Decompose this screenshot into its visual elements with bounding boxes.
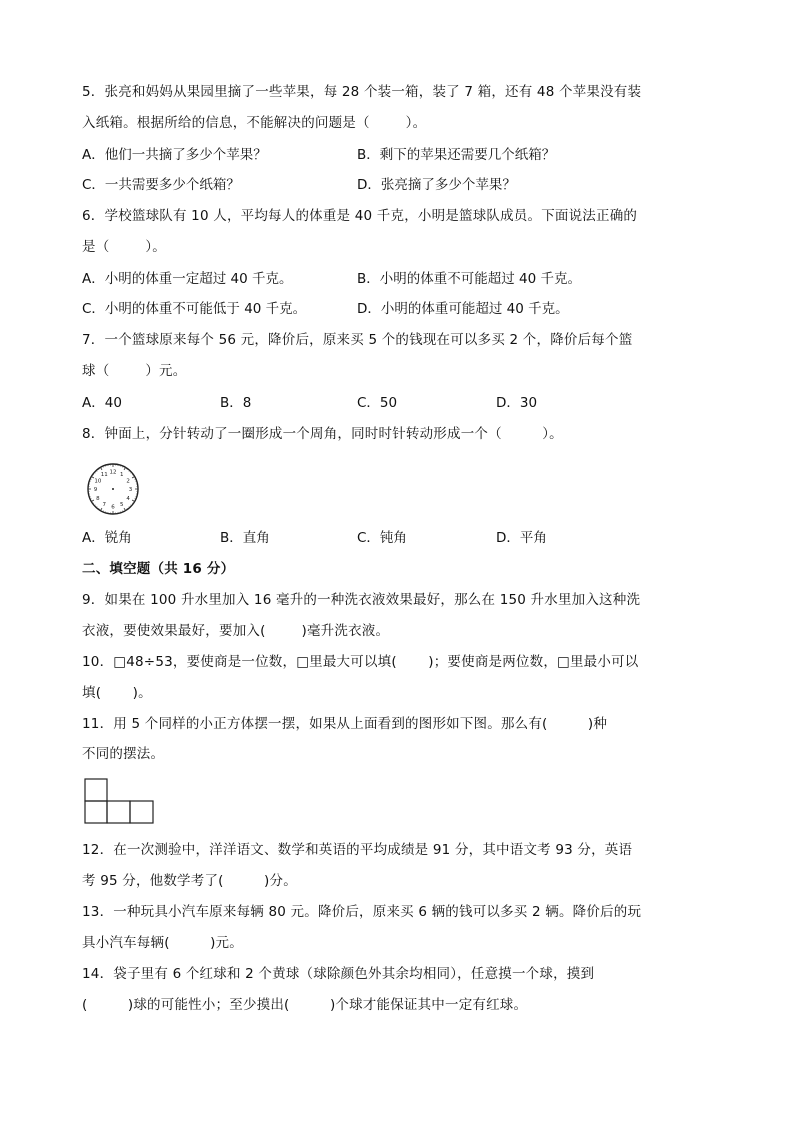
q6-option-d: D．小明的体重可能超过 40 千克。: [357, 301, 569, 317]
q8-option-b: B．直角: [220, 530, 270, 546]
q6-text-line1: 6．学校篮球队有 10 人，平均每人的体重是 40 千克，小明是篮球队成员。下面说法正确的: [82, 208, 638, 224]
clock-tick: [124, 467, 126, 470]
clock-number: 4: [126, 495, 130, 502]
q8-option-a: A．锐角: [82, 530, 132, 546]
square-top-left: [85, 779, 107, 801]
clock-number: 2: [126, 478, 130, 485]
q5-option-a: A．他们一共摘了多少个苹果？: [82, 147, 267, 163]
clock-number: 8: [96, 495, 100, 502]
clock-number: 9: [93, 487, 98, 493]
q14-text-line2: ( )球的可能性小；至少摸出( )个球才能保证其中一定有红球。: [82, 997, 528, 1013]
clock-number: 12: [109, 469, 117, 476]
q6-text-line2: 是（ ）。: [82, 239, 166, 255]
q13-text-line1: 13．一种玩具小汽车原来每辆 80 元。降价后，原来买 6 辆的钱可以多买 2 辆。降价后的玩: [82, 904, 642, 920]
clock-face-figure: [86, 462, 140, 516]
q6-option-c: C．小明的体重不可能低于 40 千克。: [82, 301, 307, 317]
q7-text-line2: 球（ ）元。: [82, 363, 187, 379]
section-heading-fill-in: 二、填空题（共 16 分）: [82, 561, 235, 577]
q7-option-b: B．8: [220, 395, 252, 411]
q7-option-a: A．40: [82, 395, 122, 411]
q5-option-b: B．剩下的苹果还需要几个纸箱？: [357, 147, 556, 163]
q5-option-d: D．张亮摘了多少个苹果？: [357, 177, 516, 193]
clock-tick: [132, 477, 135, 479]
clock-number: 11: [100, 471, 108, 478]
q10-text-line2: 填( )。: [82, 685, 152, 701]
clock-number: 10: [94, 478, 102, 485]
square-bottom-1: [85, 801, 107, 823]
q5-option-c: C．一共需要多少个纸箱？: [82, 177, 240, 193]
q7-option-c: C．50: [357, 395, 398, 411]
q9-text-line2: 衣液，要使效果最好，要加入( )毫升洗衣液。: [82, 623, 390, 639]
clock-number: 3: [128, 487, 133, 493]
q12-text-line2: 考 95 分，他数学考了( )分。: [82, 873, 297, 889]
q5-text-line2: 入纸箱。根据所给的信息，不能解决的问题是（ ）。: [82, 115, 427, 131]
top-view-squares-figure: [84, 778, 156, 826]
q5-text-line1: 5．张亮和妈妈从果园里摘了一些苹果，每 28 个装一箱，装了 7 箱，还有 48 个苹果没有装: [82, 84, 642, 100]
clock-tick: [101, 508, 103, 511]
q11-text-line2: 不同的摆法。: [82, 746, 165, 762]
q8-option-c: C．钝角: [357, 530, 407, 546]
q13-text-line2: 具小汽车每辆( )元。: [82, 935, 243, 951]
q8-text-line1: 8．钟面上，分针转动了一圈形成一个周角，同时时针转动形成一个（ ）。: [82, 426, 563, 442]
clock-number: 1: [120, 471, 124, 478]
square-bottom-2: [107, 801, 130, 823]
square-bottom-3: [130, 801, 153, 823]
q8-option-d: D．平角: [496, 530, 547, 546]
clock-number: 6: [111, 504, 115, 511]
clock-tick: [91, 500, 94, 502]
clock-tick: [132, 500, 135, 502]
q6-option-b: B．小明的体重不可能超过 40 千克。: [357, 271, 582, 287]
clock-number: 5: [120, 502, 124, 509]
q12-text-line1: 12．在一次测验中，洋洋语文、数学和英语的平均成绩是 91 分，其中语文考 93 分，英语: [82, 842, 633, 858]
q9-text-line1: 9．如果在 100 升水里加入 16 毫升的一种洗衣液效果最好，那么在 150 升水里加入这种洗: [82, 592, 641, 608]
clock-number: 7: [102, 502, 106, 509]
clock-numbers: [94, 470, 133, 511]
clock-center: [112, 488, 114, 490]
q11-text-line1: 11．用 5 个同样的小正方体摆一摆，如果从上面看到的图形如下图。那么有( )种: [82, 716, 608, 732]
clock-tick: [101, 467, 103, 470]
clock-tick: [124, 508, 126, 511]
q6-option-a: A．小明的体重一定超过 40 千克。: [82, 271, 293, 287]
q7-option-d: D．30: [496, 395, 538, 411]
q14-text-line1: 14．袋子里有 6 个红球和 2 个黄球（球除颜色外其余均相同），任意摸一个球，摸到: [82, 966, 595, 982]
q7-text-line1: 7．一个篮球原来每个 56 元，降价后，原来买 5 个的钱现在可以多买 2 个，降价后每个篮: [82, 332, 633, 348]
q10-text-line1: 10．□48÷53，要使商是一位数，□里最大可以填( )；要使商是两位数，□里最小可以: [82, 654, 639, 670]
